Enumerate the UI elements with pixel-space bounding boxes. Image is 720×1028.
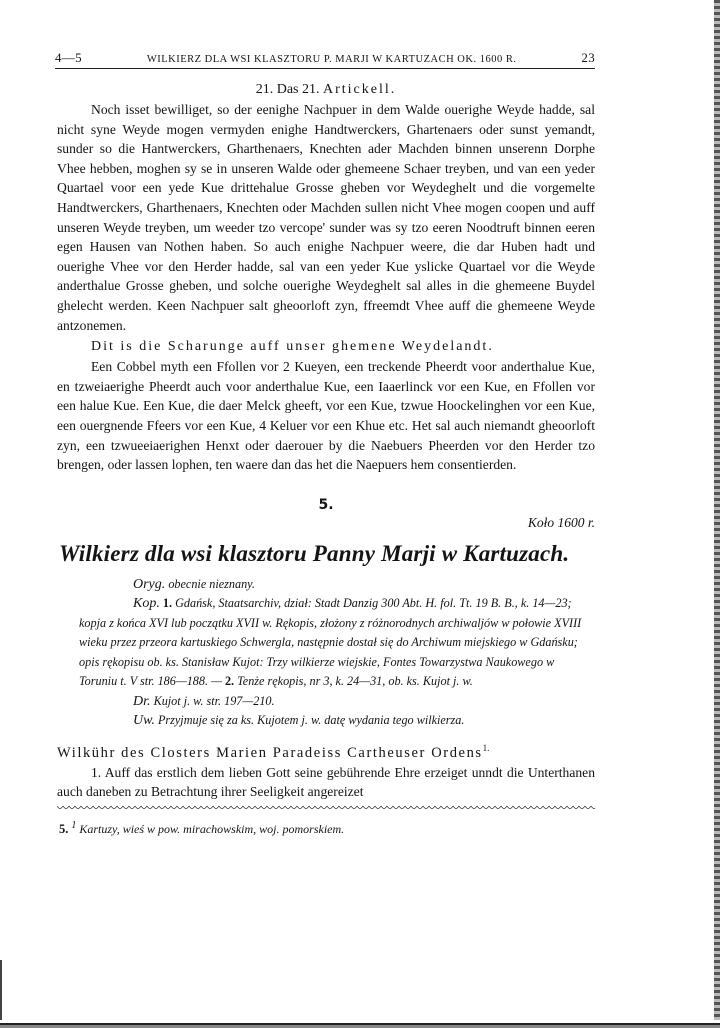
meta-kop <box>79 594 595 692</box>
scharunge-paragraph: Een Cobbel myth een Ffollen vor 2 Kueyen, een treckende Pheerdt voor anderthalue Kue, en tzweiaerighe Pheerdt auch voor anderthalue Kue, een Iaaerlinck vor een Kue, en Ffollen vor een halue Kue. Een Kue, die daer Melck gheeft, vor een Kue, tzwue Hoockelinghen vor een Kue, een ouergnende Ffeers vor een Kue, 4 Keluer vor een Khue etc. Het sal auch niemandt gheoorloft zyn, een tzwueeiaerighen Henxt oder daerouer by die Naebuers Pheerden vor den Herder tzo brengen, oder lassen lophen, ten waere dan das het die Naepuers hem consentierden. <box>57 359 595 473</box>
meta-dr-text: Kujot j. w. str. 197—210. <box>153 693 275 708</box>
meta-oryg-label: Oryg. <box>133 576 166 592</box>
meta-oryg-text: obecnie nieznany. <box>168 576 255 591</box>
page-edge-left <box>0 960 2 1020</box>
page-edge-right <box>714 0 720 1028</box>
footnote-separator <box>57 806 595 812</box>
meta-oryg <box>133 575 595 595</box>
article-21-heading <box>57 82 595 98</box>
article-21-heading-num: 21. Das 21. <box>255 82 320 97</box>
running-head-title: WILKIERZ DLA WSI KLASZTORU P. MARJI W KARTUZACH OK. 1600 R. <box>146 54 517 65</box>
page-edge-bottom <box>0 1020 720 1028</box>
meta-uw-label: Uw. <box>133 713 155 729</box>
source-metadata <box>79 575 595 731</box>
footnote-mark: 1 <box>71 819 77 831</box>
footnote-ref: 5. <box>59 821 69 836</box>
wilkuhr-footnote-mark: 1. <box>482 742 490 753</box>
article-21-heading-word: Artickell. <box>323 82 397 97</box>
meta-kop2-num: 2. <box>224 674 235 689</box>
meta-kop-label: Kop. <box>133 596 160 612</box>
meta-uw-text: Przyjmuje się za ks. Kujotem j. w. datę wydania tego wilkierza. <box>157 713 465 728</box>
running-head <box>55 50 595 69</box>
footnote <box>59 820 595 837</box>
meta-kop-num: 1. <box>162 596 173 611</box>
wilkuhr-article-1: 1. Auff das erstlich dem lieben Gott seine gebührende Ehre erzeiget unndt die Unterthanen auch daneben zu Betrachtung ihrer Seeligkeit angereizet <box>57 764 595 800</box>
meta-uw <box>133 711 595 731</box>
running-head-doc-numbers: 4—5 <box>55 50 82 65</box>
page-content <box>57 50 595 837</box>
document-date: Koło 1600 r. <box>527 514 595 530</box>
meta-kop2-text: Tenże rękopis, nr 3, k. 24—31, ob. ks. Kujot j. w. <box>237 674 473 689</box>
meta-kop-text: Gdańsk, Staatsarchiv, dział: Stadt Danzig 300 Abt. H. fol. Tt. 19 B. B., k. 14—23; kopja z końca XVI lub początku XVII w. Rękopis, złożony z różnorodnych archiwaljów w połowie XVIII wieku przez przeora kartuskiego Schwergla, następnie dostał się do Archiwum miejskiego w Gdańsku; opis rękopisu ob. ks. Stanisław Kujot: Trzy wilkierze wiejskie, Fontes Towarzystwa Naukowego w Toruniu t. V str. 186—188. — <box>79 596 582 689</box>
article-21-paragraph: Noch isset bewilliget, so der eenighe Nachpuer in dem Walde ouerighe Weyde hadde, sal nicht syne Weyde mogen vermyden enighe Handtwerckers, Ghartenaers oder sunst yemandt, sunder so die Hantwerckers, Gharthenaers, Knechten ader Machden binnen unserenn Dorphe Vhee hebben, moghen sy se in unseren Walde oder ghemeene Schaer treyben, und van een yeder Quartael voor een yede Kue drittehalue Grosse gheben vor Weydeghelt und die vorgemelte Handtwerckers, Gharthenaers, Knechten oder Machden sullen nicht Vhee mogen coopen und auff unseren Weyde treyben, um weeder tzo vercope' sunder was sy tzo eeren Noodtruft binnen eeren egen Hausen van Nothen haben. So auch enighe Nachpuer weere, die dar Huben hadt und ouerighe Vhee vor den Herder hadde, sal van een yeder Kue yslicke Quartael vor die Weyde anderthalue Grosse gheben, und solche ouerighe Weydeghelt sal alles in die ghemeene Buydel ghelecht werden. Keen Nachpuer salt gheoorloft zyn, ffreemdt Vhee auff die ghemeene Weyde antzonemen. <box>57 102 595 333</box>
wilkuhr-heading <box>57 743 595 762</box>
scharunge-heading: Dit is die Scharunge auff unser ghemene Weydelandt. <box>91 339 494 355</box>
meta-dr-label: Dr. <box>133 693 151 709</box>
wilkuhr-heading-text: Wilkühr des Closters Marien Paradeiss Cartheuser Ordens <box>57 744 483 761</box>
page-number: 23 <box>581 50 595 65</box>
footnote-text: Kartuzy, wieś w pow. mirachowskim, woj. pomorskiem. <box>79 821 345 836</box>
meta-dr <box>133 692 595 712</box>
document-number: 5. <box>318 496 334 513</box>
document-title: Wilkierz dla wsi klasztoru Panny Marji w Kartuzach. <box>59 540 570 566</box>
